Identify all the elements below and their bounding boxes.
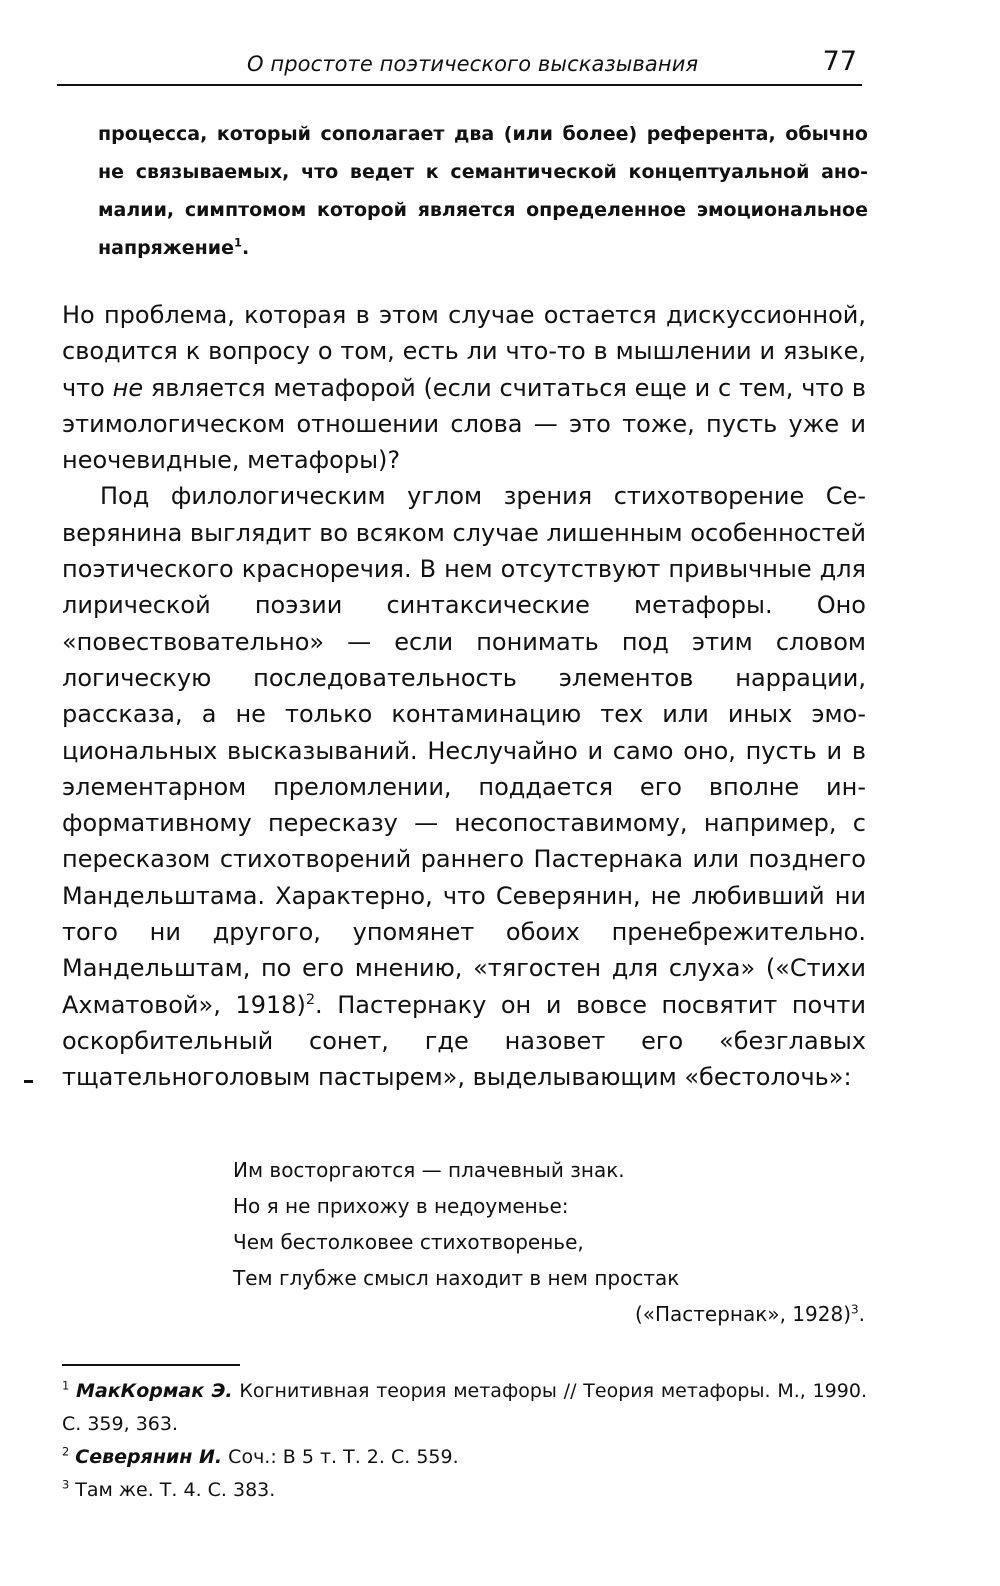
paragraph-2-text-a: Под филологическим углом зрения стихотворение Северянина выглядит во всяком случае лишенным особенностей поэтического красноречия. В нем отсутствуют привычные для лирической поэзии синтаксические метафоры. Оно «повествовательно» — если понимать под этим словом логическую последовательность элементов наррации, рассказа, а не только контаминацию тех или иных эмоциональных высказываний. Неслучайно и само оно, пусть и в элементарном преломлении, поддается его вполне информативному пересказу — несопоставимому, например, с пересказом стихотворений раннего Пастернака или позднего Мандельштама. Характерно, что Северянин, не любивший ни того ни другого, упомянет обоих пренебрежительно. Мандельштам, по его мнению, «тягостен для слуха» («Стихи Ахматовой», 1918) <box>62 482 866 1019</box>
footnote-ref-1: 1 <box>234 235 242 250</box>
paragraph-1-text-a: Но проблема, которая в этом случае остается дискуссионной, сводится к вопросу о том, есть ли что-то в мышлении и языке, что <box>62 301 866 402</box>
poem-quote <box>233 1152 873 1332</box>
running-title: О простоте поэтического высказывания <box>247 52 699 76</box>
poem-source-text: («Пастернак», 1928) <box>634 1302 851 1326</box>
footnote-text: Когнитивная теория метафоры // Теория метафоры. М., 1990. С. 359, 363. <box>62 1380 867 1435</box>
footnote-3 <box>62 1474 867 1507</box>
footnote-text: Соч.: В 5 т. Т. 2. С. 559. <box>222 1446 459 1468</box>
block-quote <box>98 115 868 267</box>
margin-mark <box>24 1080 33 1083</box>
footnote-ref-3: 3 <box>851 1302 859 1317</box>
footnote-author: МакКормак Э. <box>76 1380 233 1402</box>
poem-source-end: . <box>858 1302 865 1326</box>
footnote-number: 2 <box>62 1444 70 1459</box>
quote-end: . <box>241 237 250 259</box>
footnote-2 <box>62 1441 867 1474</box>
footnote-number: 1 <box>62 1378 70 1393</box>
footnote-1 <box>62 1375 867 1441</box>
poem-source <box>233 1296 873 1332</box>
paragraph-1 <box>62 297 866 478</box>
poem-line: Чем бестолковее стихотворенье, <box>233 1230 584 1254</box>
paragraph-1-text-b: является метафорой (если считаться еще и с тем, что в этимологическом отношении слова — это тоже, пусть уже и неочевидные, метафоры)? <box>62 373 866 475</box>
page-number: 77 <box>822 46 857 77</box>
paragraph-2-text-b: . Пастернаку он и вовсе посвятит почти оскорбительный сонет, где назовет его «безглавых тщательноголовым пастырем», выделывающим «бестолочь»: <box>62 990 866 1092</box>
footnote-text: Там же. Т. 4. С. 383. <box>75 1479 276 1501</box>
footnote-ref-2: 2 <box>305 991 316 1008</box>
footnote-number: 3 <box>62 1477 70 1492</box>
footnote-author: Северянин И. <box>75 1446 223 1468</box>
emphasis-ne: не <box>112 373 144 402</box>
footnotes <box>62 1375 867 1507</box>
paragraph-2 <box>62 478 866 1095</box>
poem-line: Им восторгаются — плачевный знак. <box>233 1158 625 1182</box>
footnote-divider <box>62 1364 240 1366</box>
poem-line: Но я не прихожу в недоуменье: <box>233 1194 569 1218</box>
quote-text: процесса, который сополагает два (или более) референта, обычно не связываемых, что ведет к семантической концептуальной аномалии, симптомом которой является определенное эмоциональное напряжение <box>98 123 868 259</box>
poem-line: Тем глубже смысл находит в нем простак <box>233 1266 680 1290</box>
page-header <box>57 44 862 86</box>
main-text <box>62 297 866 1096</box>
